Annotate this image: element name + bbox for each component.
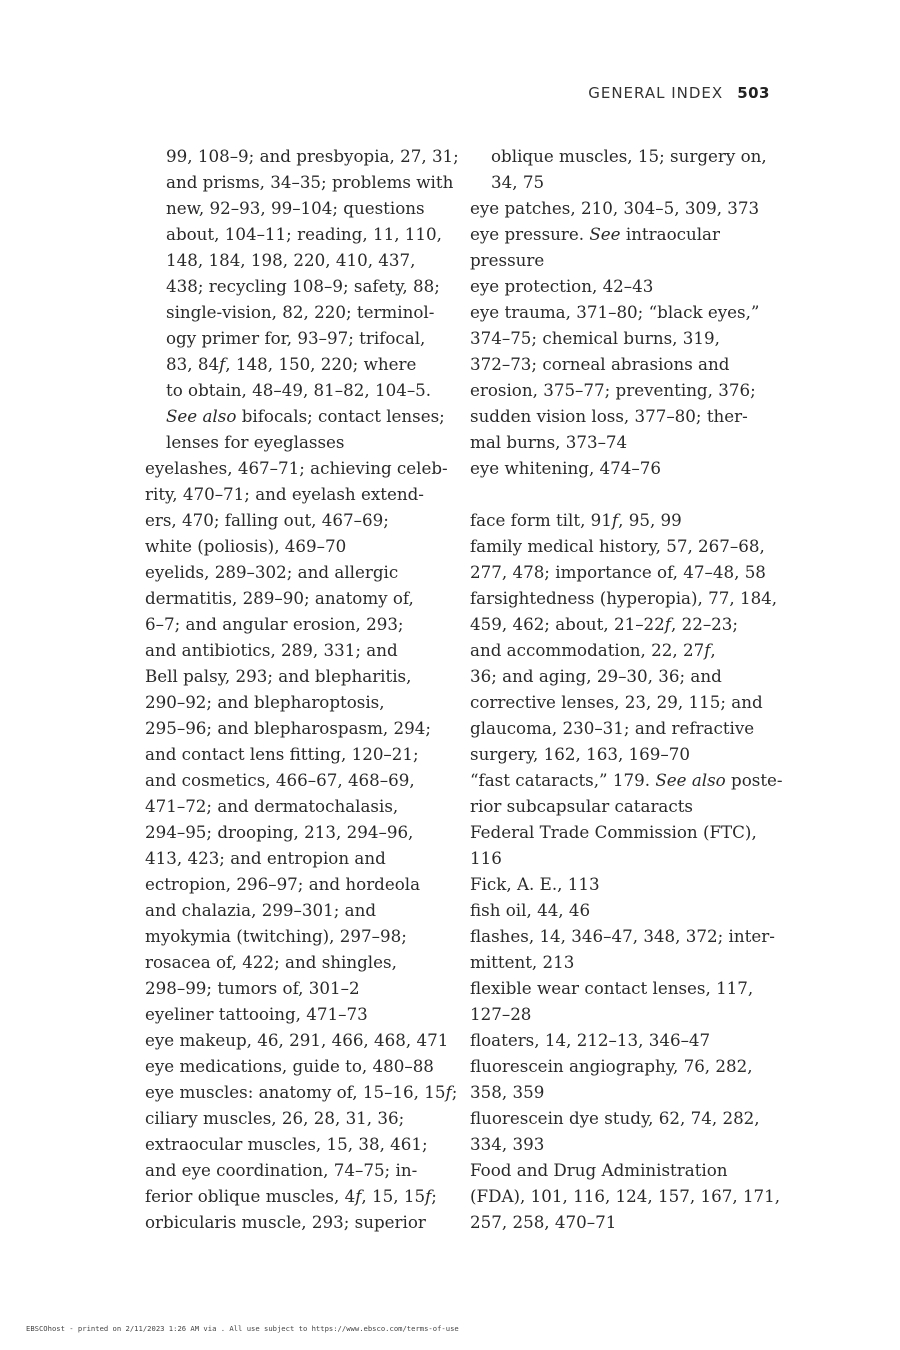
index-line: Bell palsy, 293; and blepharitis, <box>145 666 412 686</box>
index-line: See also bifocals; contact lenses; <box>166 406 445 426</box>
index-entry <box>470 897 780 923</box>
index-line: rior subcapsular cataracts <box>470 796 693 816</box>
index-line: eye makeup, 46, 291, 466, 468, 471 <box>145 1030 449 1050</box>
index-entry <box>470 923 780 975</box>
index-line: mal burns, 373–74 <box>470 432 628 452</box>
index-line: eye trauma, 371–80; “black eyes,” <box>470 302 760 322</box>
index-entry <box>145 455 460 559</box>
index-line: oblique muscles, 15; surgery on, <box>491 146 767 166</box>
index-line: 83, 84f, 148, 150, 220; where <box>166 354 417 374</box>
index-line: 6–7; and angular erosion, 293; <box>145 614 404 634</box>
index-line: flashes, 14, 346–47, 348, 372; inter- <box>470 926 775 946</box>
index-entry <box>470 1027 780 1053</box>
index-line: floaters, 14, 212–13, 346–47 <box>470 1030 711 1050</box>
index-line: myokymia (twitching), 297–98; <box>145 926 407 946</box>
index-line: 116 <box>470 848 502 868</box>
index-line: mittent, 213 <box>470 952 575 972</box>
index-line: and eye coordination, 74–75; in- <box>145 1160 418 1180</box>
index-line: farsightedness (hyperopia), 77, 184, <box>470 588 778 608</box>
index-line: eye pressure. See intraocular <box>470 224 720 244</box>
index-line: fluorescein angiography, 76, 282, <box>470 1056 753 1076</box>
index-line: eye patches, 210, 304–5, 309, 373 <box>470 198 760 218</box>
index-line: fish oil, 44, 46 <box>470 900 591 920</box>
index-entry <box>470 273 780 299</box>
index-line: pressure <box>470 250 545 270</box>
index-line: orbicularis muscle, 293; superior <box>145 1212 426 1232</box>
index-line: glaucoma, 230–31; and refractive <box>470 718 755 738</box>
index-line: ciliary muscles, 26, 28, 31, 36; <box>145 1108 405 1128</box>
index-line: 471–72; and dermatochalasis, <box>145 796 399 816</box>
index-line: ers, 470; falling out, 467–69; <box>145 510 389 530</box>
index-entry <box>470 455 780 481</box>
index-line: single-vision, 82, 220; terminol- <box>166 302 435 322</box>
index-line: dermatitis, 289–90; anatomy of, <box>145 588 414 608</box>
index-line: 127–28 <box>470 1004 532 1024</box>
index-line: rosacea of, 422; and shingles, <box>145 952 397 972</box>
index-line: flexible wear contact lenses, 117, <box>470 978 754 998</box>
index-line: 459, 462; about, 21–22f, 22–23; <box>470 614 739 634</box>
index-line: and contact lens fitting, 120–21; <box>145 744 419 764</box>
index-line: white (poliosis), 469–70 <box>145 536 347 556</box>
index-line: Federal Trade Commission (FTC), <box>470 822 757 842</box>
index-line: 34, 75 <box>491 172 545 192</box>
index-line: and antibiotics, 289, 331; and <box>145 640 398 660</box>
index-line: ogy primer for, 93–97; trifocal, <box>166 328 426 348</box>
index-entry <box>470 767 783 819</box>
index-entry <box>470 1105 780 1157</box>
index-line: 277, 478; importance of, 47–48, 58 <box>470 562 766 582</box>
index-column-right <box>470 143 783 1235</box>
running-head <box>588 84 770 102</box>
index-entry <box>145 1027 460 1053</box>
index-line: (FDA), 101, 116, 124, 157, 167, 171, <box>470 1186 781 1206</box>
index-line: extraocular muscles, 15, 38, 461; <box>145 1134 428 1154</box>
index-line: sudden vision loss, 377–80; ther- <box>470 406 748 426</box>
index-line: 413, 423; and entropion and <box>145 848 386 868</box>
index-entry <box>145 559 460 1001</box>
index-line: fluorescein dye study, 62, 74, 282, <box>470 1108 760 1128</box>
index-entry <box>470 533 780 585</box>
index-line: lenses for eyeglasses <box>166 432 345 452</box>
index-line: face form tilt, 91f, 95, 99 <box>470 510 682 530</box>
index-line: eyelids, 289–302; and allergic <box>145 562 399 582</box>
letter-group-gap <box>470 481 780 507</box>
index-line: and accommodation, 22, 27f, <box>470 640 716 660</box>
index-entry <box>470 975 780 1027</box>
index-entry <box>145 1001 460 1027</box>
index-line: about, 104–11; reading, 11, 110, <box>166 224 442 244</box>
index-line: 99, 108–9; and presbyopia, 27, 31; <box>166 146 459 166</box>
index-line: 36; and aging, 29–30, 36; and <box>470 666 722 686</box>
index-line: and chalazia, 299–301; and <box>145 900 377 920</box>
index-line: and cosmetics, 466–67, 468–69, <box>145 770 415 790</box>
index-line: eyelashes, 467–71; achieving celeb- <box>145 458 448 478</box>
index-entry <box>470 585 780 767</box>
page-number: 503 <box>737 84 770 102</box>
index-entry <box>470 299 780 455</box>
index-line: eyeliner tattooing, 471–73 <box>145 1004 368 1024</box>
index-line: 298–99; tumors of, 301–2 <box>145 978 360 998</box>
index-line: 257, 258, 470–71 <box>470 1212 617 1232</box>
index-entry <box>470 871 780 897</box>
index-line: eye medications, guide to, 480–88 <box>145 1056 434 1076</box>
index-line: surgery, 162, 163, 169–70 <box>470 744 690 764</box>
index-line: eye protection, 42–43 <box>470 276 654 296</box>
index-line: Food and Drug Administration <box>470 1160 728 1180</box>
index-line: corrective lenses, 23, 29, 115; and <box>470 692 763 712</box>
index-entry <box>470 819 780 871</box>
index-line: 334, 393 <box>470 1134 545 1154</box>
index-line: new, 92–93, 99–104; questions <box>166 198 425 218</box>
index-line: erosion, 375–77; preventing, 376; <box>470 380 756 400</box>
index-line: 148, 184, 198, 220, 410, 437, <box>166 250 416 270</box>
index-line: ectropion, 296–97; and hordeola <box>145 874 421 894</box>
index-entry <box>470 1157 780 1235</box>
index-line: family medical history, 57, 267–68, <box>470 536 765 556</box>
index-entry <box>470 195 780 221</box>
index-entry <box>470 1053 780 1105</box>
index-line: 374–75; chemical burns, 319, <box>470 328 720 348</box>
index-line: 358, 359 <box>470 1082 545 1102</box>
index-line: rity, 470–71; and eyelash extend- <box>145 484 424 504</box>
index-entry <box>470 221 780 273</box>
index-column-left <box>145 143 460 1235</box>
index-line: 290–92; and blepharoptosis, <box>145 692 385 712</box>
index-line: Fick, A. E., 113 <box>470 874 600 894</box>
index-entry <box>145 1053 460 1079</box>
index-line: and prisms, 34–35; problems with <box>166 172 454 192</box>
index-line: 295–96; and blepharospasm, 294; <box>145 718 432 738</box>
print-footer: EBSCOhost - printed on 2/11/2023 1:26 AM via . All use subject to https://www.ebsco.com/terms-of-use <box>26 1324 459 1333</box>
index-line: ferior oblique muscles, 4f, 15, 15f; <box>145 1186 437 1206</box>
index-entry-continued <box>145 143 460 455</box>
index-entry <box>145 1079 460 1235</box>
index-line: “fast cataracts,” 179. See also poste- <box>470 770 783 790</box>
index-line: 294–95; drooping, 213, 294–96, <box>145 822 414 842</box>
index-line: to obtain, 48–49, 81–82, 104–5. <box>166 380 432 400</box>
index-line: 438; recycling 108–9; safety, 88; <box>166 276 440 296</box>
index-entry <box>470 507 780 533</box>
index-entry-continued <box>470 143 780 195</box>
index-line: eye muscles: anatomy of, 15–16, 15f; <box>145 1082 458 1102</box>
section-title: GENERAL INDEX <box>588 84 724 102</box>
index-line: eye whitening, 474–76 <box>470 458 661 478</box>
index-line: 372–73; corneal abrasions and <box>470 354 730 374</box>
